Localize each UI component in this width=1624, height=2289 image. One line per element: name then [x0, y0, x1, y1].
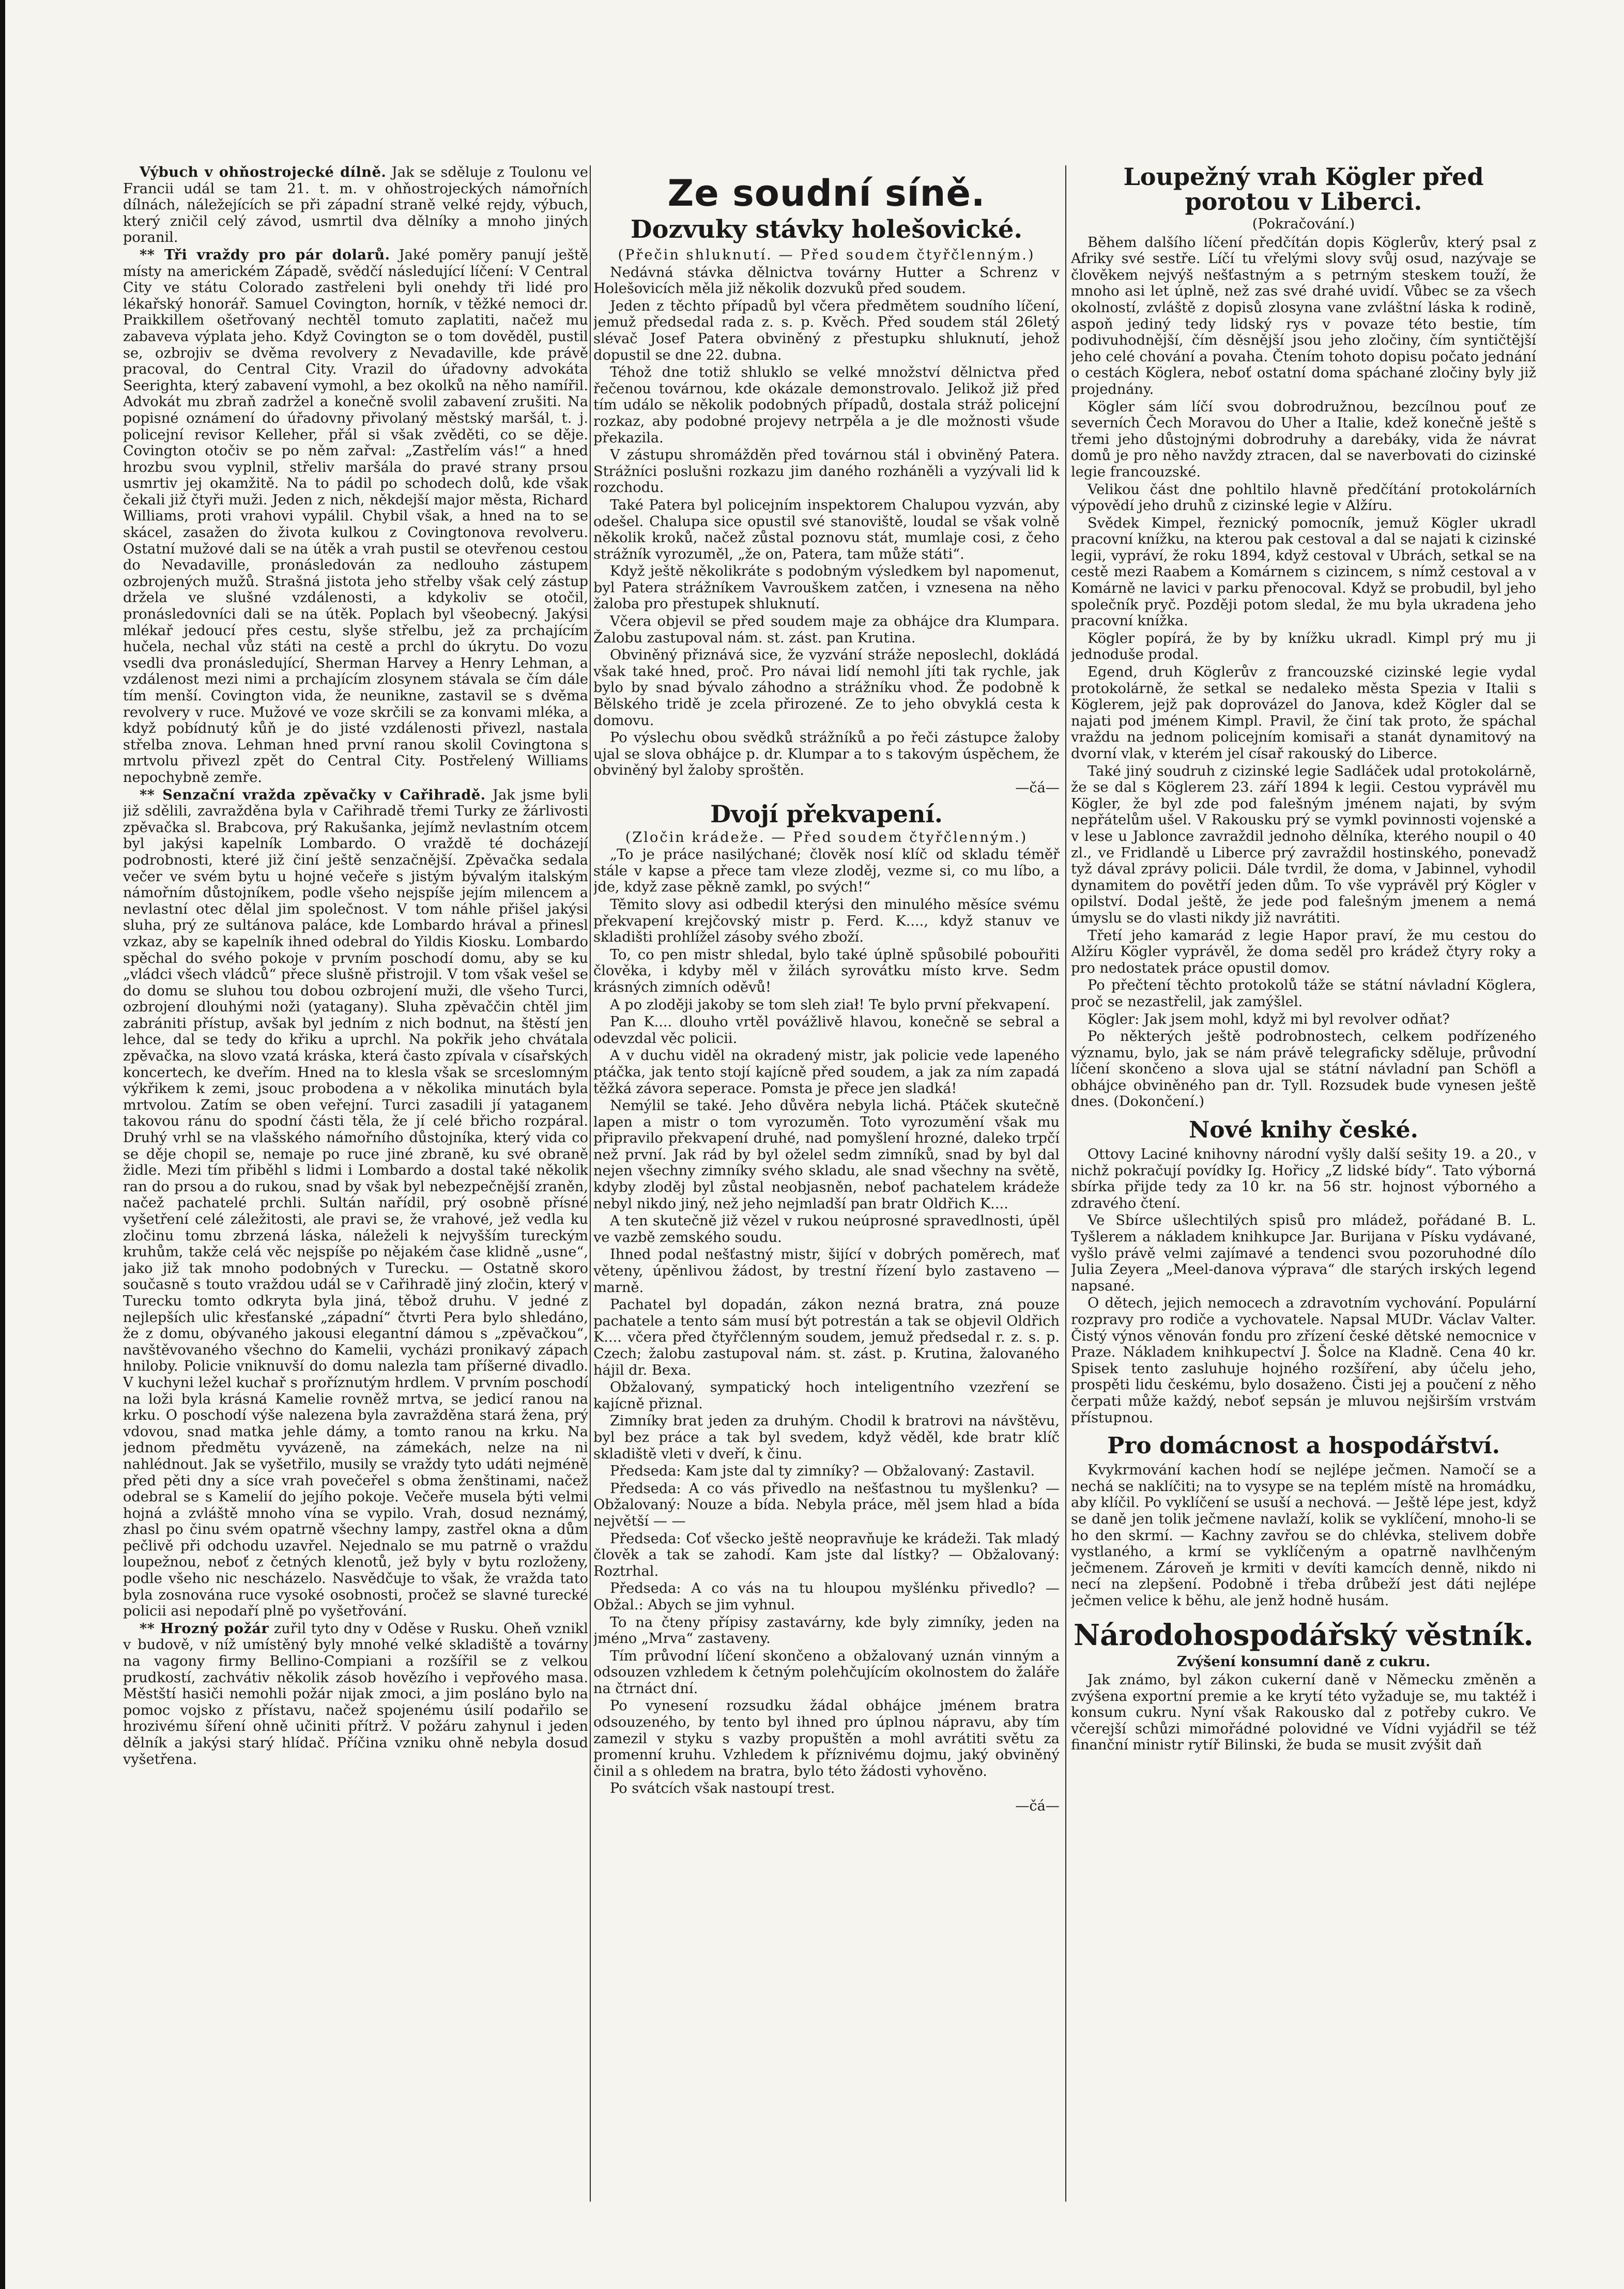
paragraph: Egend, druh Köglerův z francouzské cizinské legie vydal protokolárně, že setkal se nedaleko města Spezia v Italii s Köglerem, jejž pak doprovázel do Janova, kdež Kögler dal se najati pod jménem Kimpl. Pravil, že činí tak proto, že spáchal vraždu na jednom policejním komisaři a stanát dynamitový na dvorní vlak, v kterém jel císař rakouský do Liberce. — [1071, 664, 1536, 762]
paragraph: Včera objevil se před soudem maje za obhájce dra Klumpara. Žalobu zastupoval nám. st. zást. pan Krutina. — [593, 613, 1060, 646]
paragraph: V zástupu shromážděn před továrnou stál i obviněný Patera. Strážníci poslušni rozkazu jim daného rozháněli a vyzývali lid k rozchodu. — [593, 447, 1060, 496]
section-title: Ze soudní síně. — [667, 172, 986, 214]
article-lead: (Zločin krádeže. — Před soudem čtyřčlenným.) — [625, 829, 1028, 846]
paragraph: Nemýlil se také. Jeho důvěra nebyla lichá. Ptáček skutečně lapen a mistr o tom vyrozuměn. Toto vyrozumění však mu připravilo překvapení druhé, nad pomyšlení hrozné, daleko trpčí než první. Jak rád by byl oželel sedm zimníků, snad by byl dal nejen všechny zimníky svého skladu, ale snad všechny na světě, kdyby zloděj byl zůstal neobjasněn, neboť pachatelem krádeže nebyl nikdo jiný, než jeho nejmladší pan bratr Oldřich K.... — [593, 1098, 1060, 1212]
article-title: Dozvuky stávky holešovické. — [630, 215, 1023, 244]
column-left — [123, 164, 588, 2237]
news-item — [123, 1621, 588, 1768]
paragraph: Jak známo, byl zákon cukerní daně v Německu změněn a zvýšena exportní premie a ke krytí této vyžaduje se, mu taktéž i konsum cukru. Nyní však Rakousko dal z potřeby cukro. Ve včerejší schůzi mimořádné polovidné ve Vídni vyjádřil se též finanční ministr rytíř Bilinski, že buda se musit zvýšit daň — [1071, 1672, 1536, 1754]
news-item — [123, 164, 588, 246]
paragraph: Po výslechu obou svědků strážníků a po řeči zástupce žaloby ujal se slova obhájce p. dr. Klumpar a to s takovým úspěchem, že obviněný byl žaloby sproštěn. — [593, 730, 1060, 779]
dialogue: Předseda: A co vás na tu hloupou myšlénku přivedlo? — Obžal.: Abych se jim vyhnul. — [593, 1580, 1060, 1613]
article-lead: (Přečin shluknutí. — Před soudem čtyřčlenným.) — [618, 247, 1035, 263]
paragraph: Když ještě několikráte s podobným výsledkem byl napomenut, byl Patera strážníkem Vavrouškem zatčen, i vznesena na něho žaloba pro přestupek shluknutí. — [593, 563, 1060, 612]
paragraph: Třetí jeho kamarád z legie Hapor praví, že mu cestou do Alžíru Kögler vyprávěl, že doma seděl pro krádež čtyry roky a pro nedostatek práce opustil domov. — [1071, 927, 1536, 976]
section-title: Národohospodářský věstník. — [1073, 1618, 1534, 1652]
paragraph: Těmito slovy asi odbedil kterýsi den minulého měsíce svému překvapení krejčovský mistr p. Ferd. K...., když stanuv ve skladišti prohlížel zásoby svého zboží. — [593, 896, 1060, 946]
dialogue: Tím průvodní líčení skončeno a obžalovaný uznán vinným a odsouzen vzhledem k četným polehčujícím okolnostem do žaláře na čtrnáct dní. — [593, 1648, 1060, 1697]
paragraph: Kögler popírá, že by by knížku ukradl. Kimpl prý mu ji jednoduše prodal. — [1071, 630, 1536, 663]
news-text: Jak se sděluje z Toulonu ve Francii udál se tam 21. t. m. v ohňostrojeckých námořních dílnách, náležejících se při západní straně velké rejdy, výbuch, který zničil celý závod, usmrtil dva dělníky a mnoho jiných poranil. — [123, 164, 588, 246]
paragraph: Velikou část dne pohltilo hlavně předčítání protokolárních výpovědí jeho druhů z cizinské legie v Alžíru. — [1071, 481, 1536, 514]
paragraph: Kvykrmování kachen hodí se nejlépe ječmen. Namočí se a nechá se naklíčiti; na to vysype se na teplém místě na hromádku, aby klíčil. Po vyklíčení se usuší a nechová. — Ještě lépe jest, když se daně jen tolik ječmene navlaží, kolik se vyklíčení, mnoho-li se ho den skrmí. — Kachny zavřou se do chlévka, stelivem dobře vystlaného, a krmí se vyklíčeným a opatrně navlhčeným ječmenem. Zároveň je krmiti v devíti kamcích denně, nikdo ni necí na zlepšení. Podobně i třeba drůbeží jest dáti nejlépe ječmen velice k běhu, ale jenž hodně husám. — [1071, 1462, 1536, 1609]
paragraph: Po některých ještě podrobnostech, celkem podřízeného významu, bylo, jak se nám právě telegraficky sděluje, průvodní líčení skončeno a slova ujal se státní návladní pan Schöfl a obhájce obviněného pan dr. Tyll. Rozsudek bude vynesen ještě dnes. (Dokončení.) — [1071, 1028, 1536, 1110]
paragraph: O dětech, jejich nemocech a zdravotním vychování. Populární rozpravy pro rodiče a vychovatele. Napsal MUDr. Václav Valter. Čistý výnos věnován fondu pro zřízení české dětské nemocnice v Praze. Nákladem knihkupectví J. Šolce na Kladně. Cena 40 kr. Spisek tento zasluhuje hojného rozšíření, aby účelu jeho, prospěti lidu českému, bylo dosaženo. Čisti jej a poučení z něho čerpati může každý, neboť sepsán je mluvou nejširším vrstvám přístupnou. — [1071, 1295, 1536, 1426]
paragraph: A v duchu viděl na okradený mistr, jak policie vede lapeného ptáčka, jak tento stojí kajícně před soudem, a jak za ním zapadá těžká závora seperace. Pomsta je přece jen sladká! — [593, 1048, 1060, 1097]
dialogue: Předseda: Coť všecko ještě neopravňuje ke krádeži. Tak mladý člověk a tak se zahodí. Kam jste dal lístky? — Obžalovaný: Roztrhal. — [593, 1530, 1060, 1579]
dialogue: Po svátcích však nastoupí trest. — [610, 1780, 835, 1797]
page-edge — [0, 0, 5, 2289]
news-head: Výbuch v ohňostrojecké dílně. — [140, 164, 387, 180]
paragraph: Obviněný přiznává sice, že vyzvání stráže neposlechl, dokládá však také hned, proč. Pro návai lidí nemohl jíti tak rychle, jak bylo by snad bývalo záhodno a strážníku vhod. Že podobně k Bělského tridě je zcela přirozené. Ze to jeho obvyklá cesta k domovu. — [593, 647, 1060, 729]
paragraph: A ten skutečně již vězel v rukou neúprosné spravedlnosti, úpěl ve vazbě zemského soudu. — [593, 1213, 1060, 1246]
dialogue: Po vynesení rozsudku žádal obhájce jménem bratra odsouzeného, by tento byl ihned pro úplnou nápravu, aby tím zamezil v styku s vazby propuštěn a mohl avrátiti světu za promenní kruhu. Vzhledem k příznivému dojmu, jaký obviněný činil a s ohledem na bratra, bylo této žádosti vyhověno. — [593, 1698, 1060, 1779]
dialogue: Předseda: A co vás přivedlo na nešťastnou tu myšlenku? — Obžalovaný: Nouze a bída. Nebyla práce, měl jsem hlad a bída největší — — — [593, 1480, 1060, 1529]
paragraph: Ihned podal nešťastný mistr, šijící v dobrých poměrech, mať věteny, úpěnlivou žádost, by trestní řízení bylo zastaveno — marně. — [593, 1247, 1060, 1296]
paragraph: Téhož dne totiž shluklo se velké množství dělnictva před řečenou továrnou, kde okázale demonstrovalo. Jelikož již před tím událo se několik podobných případů, dostala stráž policejní rozkaz, aby podobné projevy netrpěla a je dle možnosti všude překazila. — [593, 364, 1060, 446]
dialogue: To na čteny přípisy zastavárny, kde byly zimníky, jeden na jméno „Mrva“ zastaveny. — [593, 1614, 1060, 1647]
paragraph: Ottovy Laciné knihovny národní vyšly další sešity 19. a 20., v nichž pokračují povídky Ig. Hořicy „Z lidské bídy“. Tato výborná sbírka přijde tedy za 10 kr. na 56 str. hojnost výborného a zdravého čtení. — [1071, 1146, 1536, 1211]
article-title: Zvýšení konsumní daně z cukru. — [1176, 1653, 1431, 1670]
continuation-note: (Pokračování.) — [1252, 216, 1355, 232]
article-title: Dvojí překvapení. — [710, 800, 943, 828]
news-item — [123, 787, 588, 1620]
paragraph: Svědek Kimpel, řeznický pomocník, jemuž Kögler ukradl pracovní knížku, na kterou pak cestoval a dal se najati k cizinské legii, vypráví, že roku 1894, když cestoval v Ubrách, setkal se na cestě mezi Raabem a Komárnem s cizincem, s nímž cestoval a v Komárně ne lavici v parku přenocoval. Když se probudil, byl jeho společník pryč. Později potom sledal, že mu byla ukradena jeho pracovní knížka. — [1071, 515, 1536, 629]
column-rule — [590, 165, 591, 2202]
paragraph: Obžalovaný, sympatický hoch inteligentního vzezření se kajícně přiznal. — [593, 1379, 1060, 1412]
paragraph: Nedávná stávka dělnictva továrny Hutter a Schrenz v Holešovicích měla již několik dozvuků před soudem. — [593, 264, 1060, 297]
dialogue: Předseda: Kam jste dal ty zimníky? — Obžalovaný: Zastavil. — [610, 1463, 1035, 1480]
paragraph: Kögler sám líčí svou dobrodružnou, bezcílnou pouť ze severních Čech Moravou do Uher a Italie, kdež konečně ještě s třemi jeho důstojnými dobrodruhy a darebáky, vida že návrat domů je pro něho navždy ztracen, dal se naverbovati do cizinské legie francouzské. — [1071, 398, 1536, 480]
news-text: Jak jsme byli již sdělili, zavražděna byla v Cařihradě třemi Turky ze žárlivosti zpěvačka sl. Brabcova, prý Rakušanka, jejímž nevlastním otcem byl jakýsi kapelník Lombardo. O vraždě té docházejí podrobnosti, které již činí ještě senzačnější. Zpěvačka sedala večer ve svém bytu u hojné večeře s jistým bývalým italským námořním důstojníkem, podle všeho nejspíše jejím milencem a nevlastní otec dělal jim společnost. V tom náhle přišel jakýsi sluha, prý ze sultánova paláce, kde Lombardo hrával a přinesl vzkaz, aby se kapelník ihned odebral do Yildis Kiosku. Lombardo spěchal do svého pokoje v prvním poschodí domu, aby se ku „vládci všech vládců“ přece slušně přistrojil. V tom však vešel se do domu se sluhou tou dobou ozbrojení muži, dle všeho Turci, ozbrojení dlouhými noži (yatagany). Sluha zpěvaččin chtěl jim zabrániti přístup, avšak byl jedním z nich bodnut, na štěstí jen lehce, dal se tedy do křiku a uprchl. Na pokřik jeho chvátala zpěvačka, na slovo vzatá kráska, která často zpívala v císařských koncertech, ke dveřím. Hned na to klesla však se srceslomným výkřikem k zemi, jsouc probodena a v několika minutách byla mrtvolou. Zatím se oben veřejní. Turci zasadili jí yataganem takovou ránu do spodní části těla, že jí celé břicho rozpáral. Druhý vrhl se na vlašského námořního důstojníka, který vida co se děje chopil se, nemaje po ruce jiné zbraně, ku své obraně židle. Mezi tím přiběhl s lidmi i Lombardo a dostal také několik ran do prsou a do rukou, snad by však byl nebezpečnější zraněn, načež pachatelé prchli. Sultán nařídil, prý osobně přísné vyšetření celé záležitosti, ale pravi se, že vrahové, jež vedla ku zločinu tomu zbrzená láska, náleželi k nejvyšším tureckým kruhům, takže celá věc nejspíše po nějakém čase klidně „usne“, jako již tak mnoho podobných v Turecku. — Ostatně skoro současně s touto vraždou udál se v Cařihradě jiný zločin, který v Turecku tomto odkryta byla jiná, těbož druhu. V jedné z nejlepších ulic křesťanské „západní“ čtvrti Pera bylo shledáno, že z domu, obývaného jakousi elegantní dámou s „zpěvačkou“, navštěvovaného všechno do Kamelii, vycházi pronikavý zápach hniloby. Policie vniknuvší do domu nalezla tam příšerné divadlo. V kuchyni ležel kuchař s proříznutým hrdlem. V prvním poschodí na loži byla krásná Kamelie rovněž mrtva, se jedicí ranou na krku. O poschodí výše nalezena byla zavražděna stará žena, prý vdovou, snad matka jehle dámy, a tomto ranou na krku. Na jednom předmětu vyvázeně, na zámekách, nelze na ni nahlédnout. Jak se vyšetřilo, musily se vraždy tyto udáti nejméně před pěti dny a síce vrah povečeřel s obma ženštinami, načež odebral se s Kamelií do jejího pokoje. Večeře musela býti velmi hojná a zvláště mnoho vína se vypilo. Vrah, dosud neznámý, zhasl po činu svém opatrně všechny lampy, zastřel okna a dům pečlivě při odchodu uzavřel. Nejednalo se mu patrně o vraždu loupežnou, neboť z četných klenotů, jež byly v bytu rozloženy, podle všeho nic nescházelo. Nasvědčuje to však, že vražda tato byla zosnována ruce vysoké osobnosti, pročež se slavné turecké policii asi nepodaří plně po vyšetřování. — [123, 787, 588, 1620]
paragraph: Po přečtení těchto protokolů táže se státní návladní Köglera, proč se nezastřelil, jak zamýšlel. — [1071, 977, 1536, 1010]
column-right — [1071, 164, 1536, 2237]
section-title: Pro domácnost a hospodářství. — [1107, 1433, 1500, 1460]
news-head: ** Senzační vražda zpěvačky v Cařihradě. — [140, 786, 486, 803]
signature: —čá— — [1015, 780, 1060, 796]
paragraph: Zimníky brat jeden za druhým. Chodil k bratrovi na návštěvu, byl bez práce a tak byl svedem, když věděl, kde bratr klíč skladiště vleti v dveří, k činu. — [593, 1413, 1060, 1462]
column-rule — [1065, 165, 1066, 2202]
paragraph: Během dalšího líčení předčítán dopis Köglerův, který psal z Afriky své sestře. Líčí tu vřelými slovy svůj osud, nazývaje se člověkem nejvýš nešťastným a s petrným steskem touží, že mnoho asi let úplně, než zas své drahé uvidí. Vůbec se za všech okolností, zvláště z dopisů zlosyna vane zvláštní láska k rodině, aspoň jediný tedy lidský rys v povaze této bestie, tím podivuhodnější, čím děsnější jsou jeho zločiny, čím syntičtější jeho celé chování a povaha. Čtením tohoto dopisu počato jednání o cestách Köglera, neboť ostatní doma spáchané zločiny byly již projednány. — [1071, 234, 1536, 397]
news-head: ** Tři vraždy pro pár dolarů. — [140, 246, 390, 263]
section-title: Nové knihy české. — [1189, 1117, 1418, 1144]
paragraph: Také jiný soudruh z cizinské legie Sadláček udal protokolárně, že se dal s Köglerem 23. září 1894 k legii. Cestou vyprávěl mu Kögler, že byl zde pod falešným jménem najati, by svým nepřátelům ušel. V Rakousku prý se vymkl povinnosti vojenské a v lese u Jablonce zavraždil jednoho dělníka, kterého noupil o 40 zl., ve Fridlandě u Liberce prý zavraždil hostinského, ponevadž tyž dával zprávy policii. Dále tvrdil, že doma, v Jabinnel, vyhodil dynamitem do povětří jeden dům. To vše vyprávěl prý Kögler v opilství. Dodal ještě, že jede pod falešným jmenem a nemá úmyslu se do vlasti nikdy již navrátiti. — [1071, 763, 1536, 926]
article-title: Loupežný vrah Kögler před porotou v Liberci. — [1123, 164, 1484, 216]
paragraph: „To je práce nasilýchané; člověk nosí klíč od skladu téměř stále v kapse a přece tam vleze zloděj, vezme si, co mu líbo, a jde, když zase pěkně zamkl, po svých!“ — [593, 847, 1060, 896]
paragraph: Pachatel byl dopadán, zákon nezná bratra, zná pouze pachatele a tento sám musí být potrestán a tak se objevil Oldřich K.... včera před čtyřčlenným soudem, jemuž předsedal r. z. s. p. Czech; žalobu zastupoval nám. st. zást. p. Krutina, žalovaného hájil dr. Bexa. — [593, 1297, 1060, 1378]
signature: —čá— — [1015, 1798, 1060, 1815]
paragraph: Jeden z těchto případů byl včera předmětem soudního líčení, jemuž předsedal rada z. s. p. Kvěch. Před soudem stál 26letý slévač Josef Patera obviněný z přestupku shluknutí, jehož dopustil se dne 22. dubna. — [593, 298, 1060, 363]
paragraph: Ve Sbírce ušlechtilých spisů pro mládež, pořádané B. L. Tyšlerem a nákladem knihkupce Jar. Burijana v Písku vydávané, vyšlo právě velmi zajímavé a tendenci svou pozoruhodné dílo Julia Zeyera „Meel-danova výprava“ dle starých irských legend napsané. — [1071, 1212, 1536, 1294]
paragraph: Kögler: Jak jsem mohl, když mi byl revolver odňat? — [1087, 1011, 1450, 1027]
news-text: zuřil tyto dny v Oděse v Rusku. Oheň vznikl v budově, v níž umístěný byly mnohé velké skladiště a továrny na vagony firmy Bellino-Compiani a rozšířil se z velkou prudkostí, zachvátiv několik zásob hovězího i vepřového masa. Městští hasiči nemohli požár nijak zmoci, a jim posláno bylo na pomoc vojsko z přístavu, načež spojenému úsilí podařilo se hrozivému šíření ohně učiniti přítrž. V požáru zahynul i jeden dělník a jakýsi starý hlídač. Příčina vzniku ohně nebyla dosud vyšetřena. — [123, 1620, 588, 1768]
news-head: ** Hrozný požár — [140, 1620, 269, 1637]
paragraph: A po zloději jakoby se tom sleh ział! Te bylo první překvapení. — [610, 996, 1050, 1013]
column-middle — [593, 164, 1060, 2237]
paragraph: To, co pen mistr shledal, bylo také úplně spůsobilé pobouřiti člověka, i kdyby měl v žilách syrovátku místo krve. Sedm krásných zimních oděvů! — [593, 946, 1060, 995]
paragraph: Pan K.... dlouho vrtěl povážlivě hlavou, konečně se sebral a odevzdal věc policii. — [593, 1014, 1060, 1047]
news-item — [123, 247, 588, 786]
news-text: Jaké poměry panují ještě místy na americkém Západě, svědčí následující líčení: V Central City ve státu Colorado zastřeleni byli onehdy tři lidé pro lékařský honorář. Samuel Covington, horník, v těžké nemoci dr. Praikkillem ošetřovaný nechtěl tomuto zaplatiti, načež mu zabaveva výplata jeho. Když Covington se o tom dověděl, pustil se, ozbrojiv se dvěma revolvery z Nevadaville, kde právě pracoval, do Central City. Vrazil do úřadovny advokáta Seerighta, který zabavení vymohl, a bez okolků na něho namířil. Advokát mu zbraň zadržel a konečně svolil zabavení zrušiti. Na popisné oznámení do úřadovny přivolaný městský maršál, t. j. policejní revisor Kelleher, přál si však zvěděti, co se děje. Covington otočiv se po něm zařval: „Zastřelím vás!“ a hned hrozbu svou vyplnil, střeliv maršála do pravé strany prsou usmrtiv jej okamžitě. Na to pádil po schodech dolů, kde však čekali již čtyři muži. Jeden z nich, někdejší major města, Richard Williams, proti vrahovi vypálil. Chybil však, a hned na to se skácel, zasažen do života kulkou z Covingtonova revolveru. Ostatní mužové dali se na útěk a vrah pustil se otevřenou cestou do Nevadaville, pronásledován za nedlouho zástupem ozbrojených mužů. Strašná jistota jeho střelby však celý zástup držela ve slušné vzdálenosti, a kdykoliv se otočil, pronásledovníci dali se na útěk. Poplach byl všeobecný. Jakýsi mlékař jedoucí přes cestu, slyše střelbu, jež za prchajícím hučela, nechal vůz státi na cestě a prchl do úkrytu. Do vozu vsedli dva pronásledující, Sherman Harvey a Henry Lehman, a vzdálenost mezi nimi a prchajícím zlosynem stávala se čím dále tím menší. Covington vida, že neunikne, zastavil se s dvěma revolvery v ruce. Mužové ve voze skrčili se za konvami mléka, a když pobídnutý kůň je do jisté vzdálenosti přivezl, nastala střelba znova. Lehman hned první ranou skolil Covingtona s mrtvolu přivezl zpět do Central City. Postřelený Williams nepochybně zemře. — [123, 247, 588, 786]
paragraph: Také Patera byl policejním inspektorem Chalupou vyzván, aby odešel. Chalupa sice opustil své stanoviště, loudal se však volně několik kroků, načež zůstal poznovu stát, mumlaje cosi, z čeho strážník vyrozuměl, „že on, Patera, tam může státi“. — [593, 497, 1060, 562]
